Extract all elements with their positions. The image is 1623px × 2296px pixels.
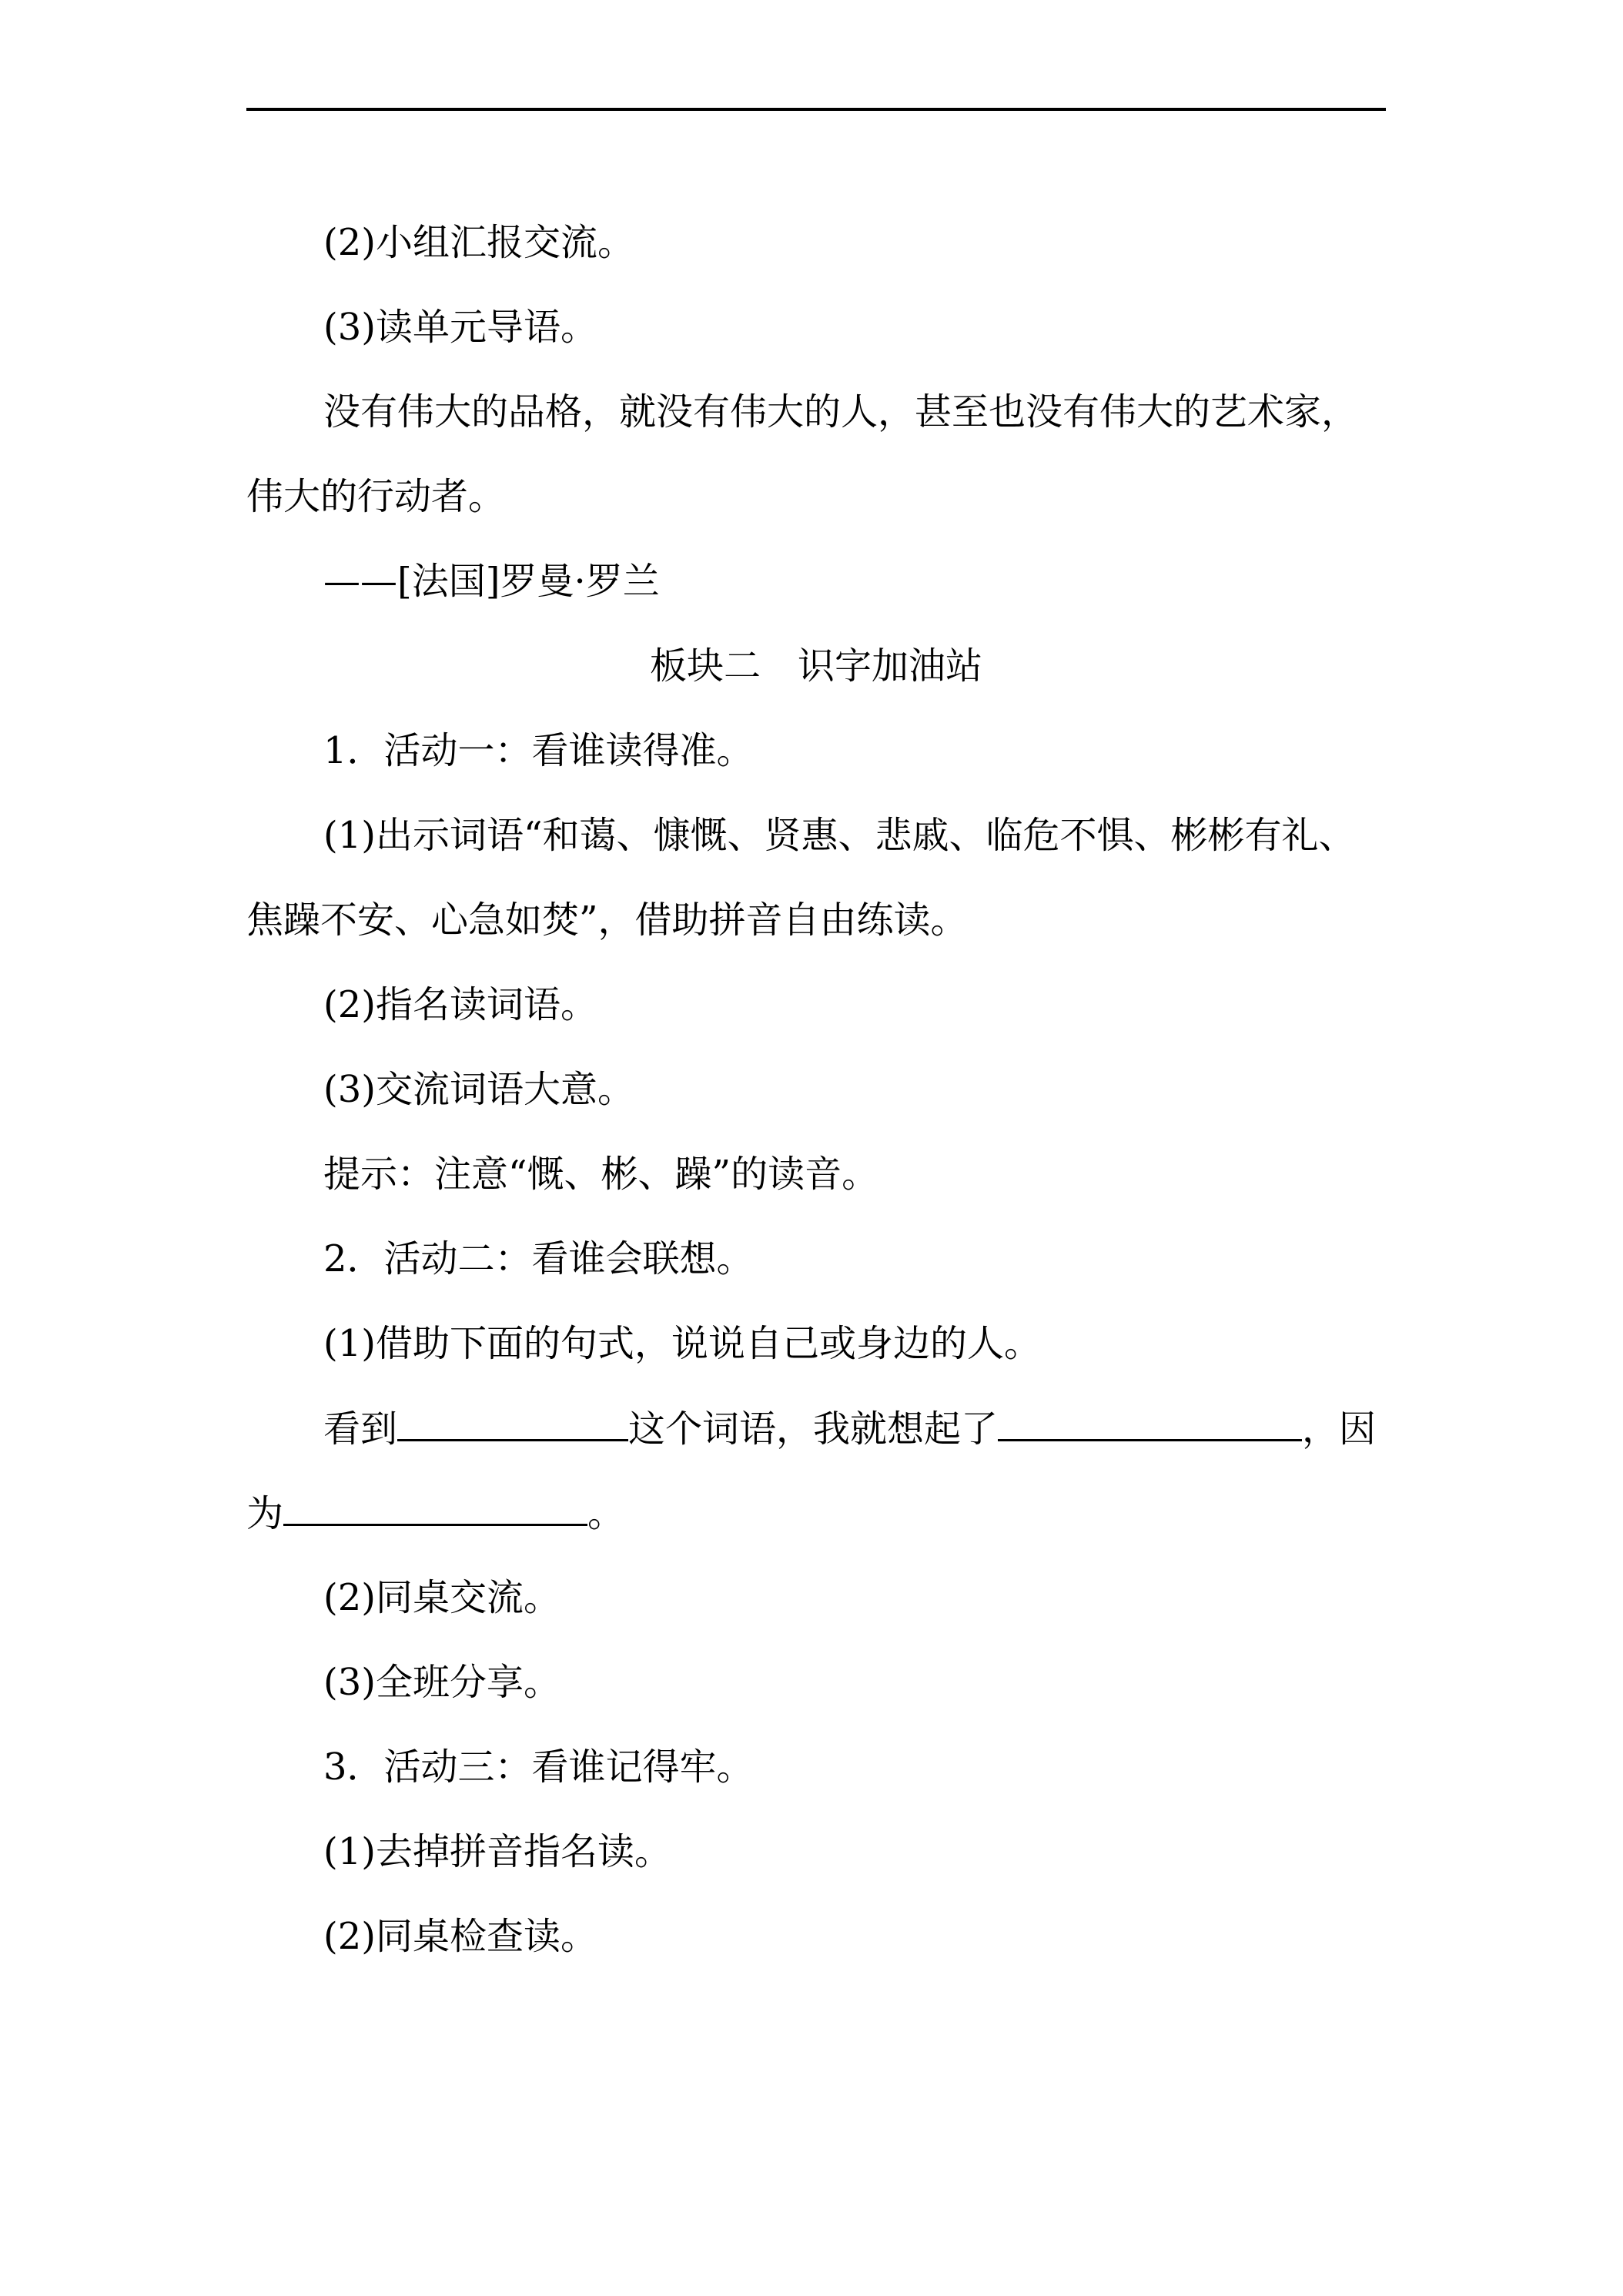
text-line: (2)同桌检查读。 [323,1915,597,1958]
activity-heading: 3．活动三：看谁记得牢。 [323,1745,754,1789]
text-line: (2)指名读词语。 [323,983,597,1026]
quote-line: 伟大的行动者。 [246,475,506,518]
text-line: (3)读单元导语。 [323,306,597,349]
text-line: (1)出示词语“和蔼、慷慨、贤惠、悲戚、临危不惧、彬彬有礼、 [323,814,1356,857]
quote-line: 没有伟大的品格，就没有伟大的人，甚至也没有伟大的艺术家， [323,390,1359,433]
fill-in-text: ，因 [1302,1407,1377,1451]
text-line: 焦躁不安、心急如焚”，借助拼音自由练读。 [246,899,968,942]
hint-line: 提示：注意“慨、彬、躁”的读音。 [323,1153,879,1196]
section-heading: 板块二 识字加油站 [649,644,982,688]
header-rule [246,108,1386,111]
fill-in-blank [998,1405,1302,1441]
fill-in-text: 。 [587,1492,625,1535]
fill-in-blank [283,1490,587,1526]
text-line: (3)交流词语大意。 [323,1068,634,1111]
fill-in-blank [397,1405,628,1441]
fill-in-text: 看到 [323,1407,398,1451]
fill-in-sentence [246,1490,624,1537]
text-line: (2)同桌交流。 [323,1576,561,1619]
text-line: (1)去掉拼音指名读。 [323,1830,671,1873]
fill-in-text: 这个词语，我就想起了 [628,1407,999,1451]
text-line: (2)小组汇报交流。 [323,221,634,264]
quote-attribution: ——[法国]罗曼·罗兰 [323,560,660,603]
fill-in-sentence [323,1405,1376,1452]
fill-in-text: 为 [246,1492,284,1535]
activity-heading: 2．活动二：看谁会联想。 [323,1237,754,1280]
activity-heading: 1．活动一：看谁读得准。 [323,729,754,772]
text-line: (1)借助下面的句式，说说自己或身边的人。 [323,1322,1041,1365]
text-line: (3)全班分享。 [323,1661,561,1704]
